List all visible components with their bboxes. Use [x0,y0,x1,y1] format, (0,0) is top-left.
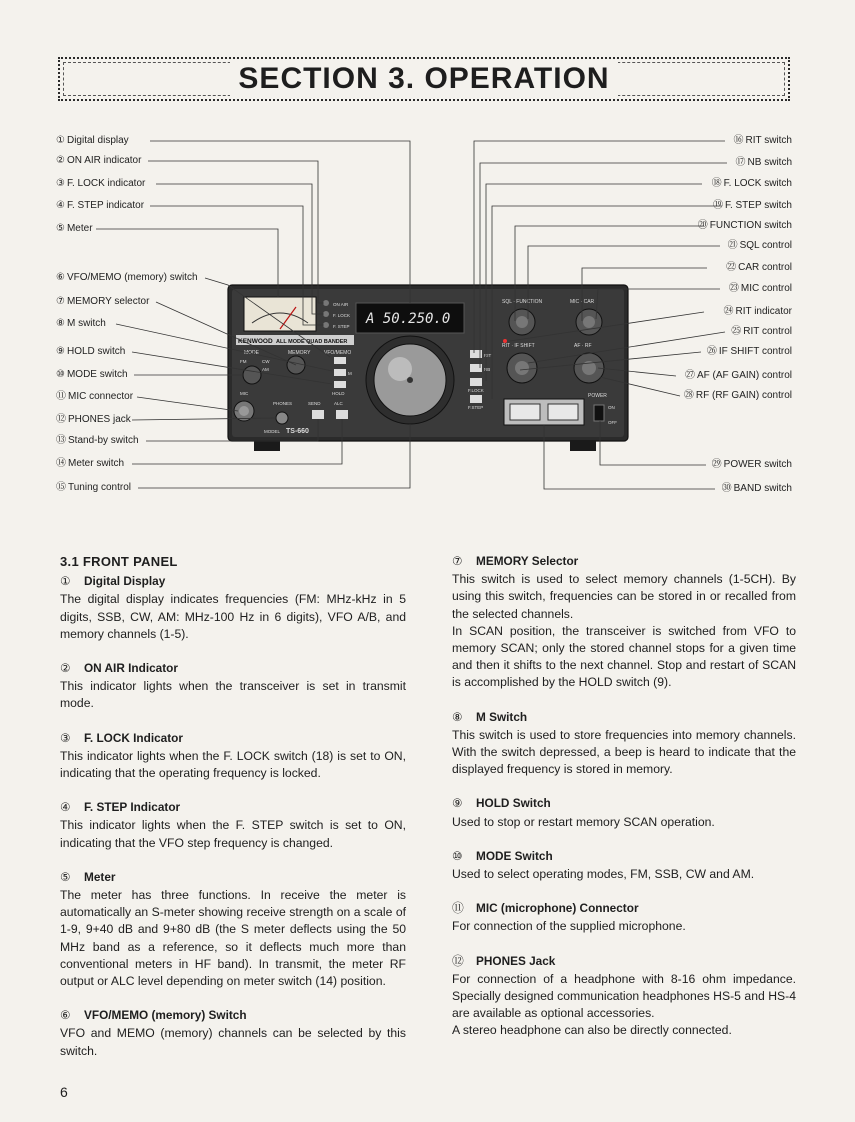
radio-foot-left [254,441,280,451]
send-label: SEND [308,401,321,406]
item-body: Used to stop or restart memory SCAN operation. [452,814,715,829]
callout-label: ⑤ Meter [56,223,93,234]
band-switch-right[interactable] [548,404,578,420]
front-panel-figure [0,125,855,505]
power-off-text: OFF [608,420,617,425]
fstep-text: F. STEP [333,324,350,329]
band-switch-left[interactable] [510,404,540,420]
band-label: ALL MODE QUAD BANDER [276,339,348,345]
tuning-knob-highlight [388,357,412,381]
description-item [60,1007,406,1060]
callout-label: ⑦ MEMORY selector [56,296,150,307]
callout-label: ㉖ IF SHIFT control [706,346,792,357]
callout-label: ㉘ RF (RF GAIN) control [683,390,792,401]
flock-text: F. LOCK [333,313,351,318]
description-item [452,795,796,830]
callout-label: ⑱ F. LOCK switch [711,178,792,189]
m-button[interactable] [334,369,346,376]
mic-knob-inner [583,316,595,328]
item-title: ⑤ Meter [60,869,116,884]
callout-label: ㉒ CAR control [726,262,792,273]
item-body: This indicator lights when the F. LOCK switch (18) is set to ON, indicating that the operating frequency is locked. [60,748,406,781]
callout-label: ㉑ SQL control [727,240,792,251]
callout-label: ④ F. STEP indicator [56,200,145,211]
tuning-knob-center [407,377,413,383]
description-item [452,848,796,883]
mode-label: MODE [244,350,259,356]
m-label: M [348,371,352,376]
af-rf-label: AF · RF [574,343,592,349]
callout-label: ㉓ MIC control [728,283,792,294]
radio-foot-right [570,441,596,451]
phones-jack[interactable] [276,412,288,424]
item-title: ④ F. STEP Indicator [60,800,181,815]
rit-if-shift-label: RIT · IF SHIFT [502,343,535,349]
item-body: A stereo headphone can also be directly connected. [452,1023,732,1038]
mode-fm-text: FM [240,359,247,364]
callout-label: ⑪ MIC connector [56,391,134,402]
standby-switch[interactable] [312,410,324,419]
description-item [60,869,406,990]
item-body: The digital display indicates frequencies (FM: MHz-kHz in 5 digits, SSB, CW, AM: MHz-100 Hz in 6 digits), VFO A/B, and memory channels (1-5). [60,592,406,641]
callout-label: ㉚ BAND switch [721,483,792,494]
front-panel-heading: 3.1 FRONT PANEL [60,554,178,569]
mode-knob[interactable] [243,366,261,384]
power-label: POWER [588,393,607,399]
flock-switch-label: F.LOCK [468,388,484,393]
text-column-right [452,553,796,1057]
phones-label: PHONES [273,401,293,406]
callout-label: ⑯ RIT switch [733,135,792,146]
callout-label: ㉙ POWER switch [711,459,792,470]
callout-label: ㉕ RIT control [731,326,792,337]
callout-label: ⑰ NB switch [735,157,792,168]
item-body: For connection of a headphone with 8-16 ohm impedance. Specially designed communication headphones HS-5 and HS-4 are available as optional accessories. [452,971,796,1021]
model-prefix: MODEL [264,429,281,434]
item-body: This indicator lights when the transceiver is set in transmit mode. [60,679,406,711]
vfo-memo-label: VFO/MEMO [324,350,352,356]
rit-switch-label: RIT [484,353,492,358]
section-header [58,57,790,101]
rit-knob-inner [515,361,529,375]
description-item [452,900,796,935]
description-item [60,730,406,783]
callout-label: ⑮ Tuning control [56,482,131,493]
item-title: ⑩ MODE Switch [452,848,553,863]
mic-connector-inner [239,406,249,416]
meter [244,297,316,331]
nb-switch-label: NB [484,367,491,372]
on-air-text: ON AIR [333,302,349,307]
flock-switch[interactable] [470,378,482,386]
mode-cw-text: CW [262,359,270,364]
text-column-left [60,553,406,1077]
description-item [452,953,796,1040]
item-body: Used to select operating modes, FM, SSB, CW and AM. [452,867,755,882]
item-body: This switch is used to store frequencies into memory channels. With the switch depressed, a beep is heard to indicate that the displayed frequency is stored in memory. [452,727,796,777]
callout-label: ㉔ RIT indicator [723,306,792,317]
item-body: For connection of the supplied microphone. [452,919,686,934]
mic-car-label: MIC · CAR [570,299,595,305]
callout-label: ⑭ Meter switch [56,458,125,469]
description-item [60,799,406,852]
item-title: ⑦ MEMORY Selector [452,554,579,568]
item-title: ⑥ VFO/MEMO (memory) Switch [60,1008,247,1023]
callout-label: ⑳ FUNCTION switch [697,220,792,231]
callout-label: ⑧ M switch [56,318,106,329]
item-title: ② ON AIR Indicator [60,661,178,676]
power-switch[interactable] [594,405,604,421]
fstep-switch[interactable] [470,395,482,403]
callout-label: ⑬ Stand-by switch [56,435,139,446]
hold-label: HOLD [332,391,345,396]
callout-label: ⑫ PHONES jack [56,414,131,425]
item-title: ⑨ HOLD Switch [452,796,551,811]
vfo-memo-button[interactable] [334,357,346,364]
callout-label: ① Digital display [56,135,129,146]
mode-am-text: AM [262,367,269,372]
sql-knob-inner [516,316,528,328]
item-body: The meter has three functions. In receive the meter is automatically an S-meter showing receive strength on a scale of 1-9, 9+40 dB and 9+80 dB (the S meter deflects using the 50 MHz band as a reference, so it deflects much more than conventional meters in HF band). In transmit, the meter RF output or ALC level depending on meter switch (14) position. [60,888,406,989]
mic-label: MIC [240,391,249,396]
description-item [452,553,796,692]
item-title: ⑪ MIC (microphone) Connector [452,901,639,916]
fstep-switch-label: F.STEP [468,405,484,410]
rit-indicator-led [503,339,507,343]
item-body: This switch is used to select memory channels (1-5CH). By using this switch, frequencies can be stored in or recalled from the selected channels. [452,572,796,621]
item-title: ① Digital Display [60,574,166,589]
section-title: SECTION 3. OPERATION [230,62,617,96]
item-body: VFO and MEMO (memory) channels can be selected by this switch. [60,1026,406,1058]
power-on-text: ON [608,405,615,410]
callout-label: ③ F. LOCK indicator [56,178,146,189]
brand-name: KENWOOD [238,338,273,345]
display-readout: A 50.250.0 [366,311,451,327]
hold-button[interactable] [334,381,346,388]
item-title: ⑫ PHONES Jack [452,953,556,968]
callout-label: ㉗ AF (AF GAIN) control [684,370,792,381]
item-body: This indicator lights when the F. STEP switch is set to ON, indicating that the VFO step frequency is changed. [60,818,406,850]
callout-label: ⑥ VFO/MEMO (memory) switch [56,272,198,283]
memory-label: MEMORY [288,350,311,356]
meter-switch[interactable] [336,410,348,419]
callout-label: ② ON AIR indicator [56,155,142,166]
callout-label: ⑨ HOLD switch [56,346,126,357]
page-number: 6 [60,1084,68,1100]
item-body: In SCAN position, the transceiver is switched from VFO to memory SCAN; only the stored channel stops for a given time and then it shifts to the next channel. Stop and restart of SCAN is accomplished by the HOLD switch (9). [452,623,796,690]
item-title: ⑧ M Switch [452,709,528,724]
description-item [60,573,406,643]
description-item [452,709,796,779]
item-title: ③ F. LOCK Indicator [60,730,183,745]
description-item [60,660,406,713]
model-name: TS-660 [286,428,309,435]
callout-label: ⑩ MODE switch [56,369,128,380]
sql-function-label: SQL · FUNCTION [502,299,543,305]
alc-label: ALC [334,401,343,406]
callout-label: ⑲ F. STEP switch [712,200,792,211]
